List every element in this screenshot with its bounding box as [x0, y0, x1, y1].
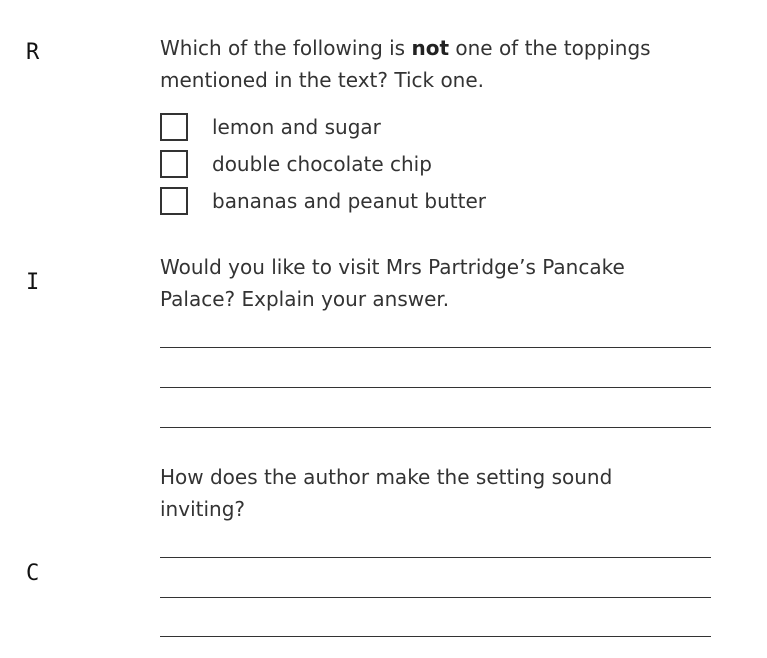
question-1-text-after: one of the toppings mentioned in the text? Tick one. — [160, 36, 651, 92]
marker-i: I — [26, 270, 40, 295]
tick-box-double-chocolate-chip[interactable] — [160, 150, 188, 178]
marker-c: C — [26, 561, 40, 586]
option-label: double chocolate chip — [212, 151, 432, 176]
answer-line[interactable] — [160, 597, 711, 598]
option-row — [160, 145, 486, 182]
marker-r: R — [26, 40, 40, 65]
question-1-emphasis: not — [411, 36, 450, 60]
answer-line[interactable] — [160, 427, 711, 428]
question-1-text-before: Which of the following is — [160, 36, 412, 60]
answer-line[interactable] — [160, 387, 711, 388]
option-label: lemon and sugar — [212, 114, 381, 139]
option-label: bananas and peanut butter — [212, 188, 486, 213]
question-2: Would you like to visit Mrs Partridge’s Pancake Palace? Explain your answer. — [160, 255, 625, 311]
answer-line[interactable] — [160, 347, 711, 348]
question-3: How does the author make the setting sound inviting? — [160, 465, 613, 521]
tick-options — [160, 108, 486, 219]
option-row — [160, 108, 486, 145]
tick-box-bananas-and-peanut-butter[interactable] — [160, 187, 188, 215]
option-row — [160, 182, 486, 219]
tick-box-lemon-and-sugar[interactable] — [160, 113, 188, 141]
answer-line[interactable] — [160, 636, 711, 637]
answer-line[interactable] — [160, 557, 711, 558]
question-1 — [160, 32, 680, 96]
